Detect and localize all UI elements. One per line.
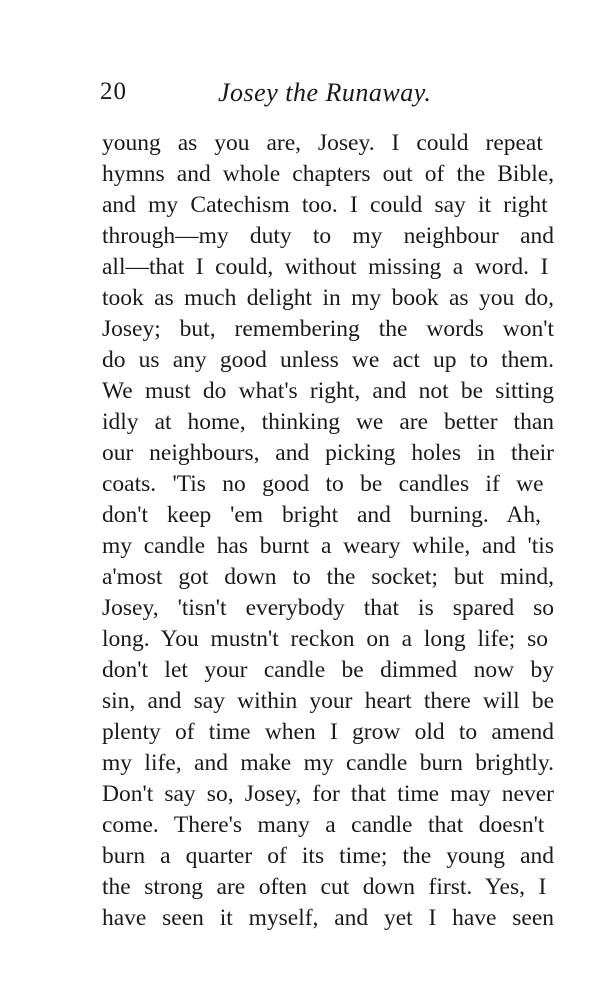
text-line: and my Catechism too. I could say it right xyxy=(102,192,548,218)
text-line: coats. 'Tis no good to be candles if we xyxy=(102,471,544,497)
text-line: the strong are often cut down first. Yes, I xyxy=(102,874,547,900)
body-text xyxy=(102,128,554,934)
text-line: Don't say so, Josey, for that time may never xyxy=(102,781,554,807)
text-line: come. There's many a candle that doesn't xyxy=(102,812,545,838)
text-line: do us any good unless we act up to them. xyxy=(102,347,554,373)
text-line: sin, and say within your heart there will be xyxy=(102,688,554,714)
text-line: We must do what's right, and not be sitting xyxy=(102,378,555,404)
text-line: idly at home, thinking we are better than xyxy=(102,409,555,435)
text-line: a'most got down to the socket; but mind, xyxy=(102,564,554,590)
text-line: through—my duty to my neighbour and xyxy=(102,223,555,249)
text-line: young as you are, Josey. I could repeat xyxy=(102,130,543,156)
text-line: burn a quarter of its time; the young and xyxy=(102,843,555,869)
page-header xyxy=(100,78,560,114)
running-title: Josey the Runaway. xyxy=(218,78,432,107)
text-line: took as much delight in my book as you do, xyxy=(102,285,554,311)
text-line: our neighbours, and picking holes in their xyxy=(102,440,555,466)
text-line: long. You mustn't reckon on a long life; so xyxy=(102,626,549,652)
text-line: hymns and whole chapters out of the Bible, xyxy=(102,161,555,187)
text-line: don't keep 'em bright and burning. Ah, xyxy=(102,502,541,528)
text-line: my candle has burnt a weary while, and 'tis xyxy=(102,533,554,559)
text-line: all—that I could, without missing a word. I xyxy=(102,254,549,280)
text-line: Josey, 'tisn't everybody that is spared so xyxy=(102,595,554,621)
text-line: plenty of time when I grow old to amend xyxy=(102,719,555,745)
text-line: don't let your candle be dimmed now by xyxy=(102,657,554,683)
text-line: Josey; but, remembering the words won't xyxy=(102,316,554,342)
page-number: 20 xyxy=(100,78,127,105)
text-line: have seen it myself, and yet I have seen xyxy=(102,905,555,931)
text-line: my life, and make my candle burn brightly. xyxy=(102,750,554,776)
